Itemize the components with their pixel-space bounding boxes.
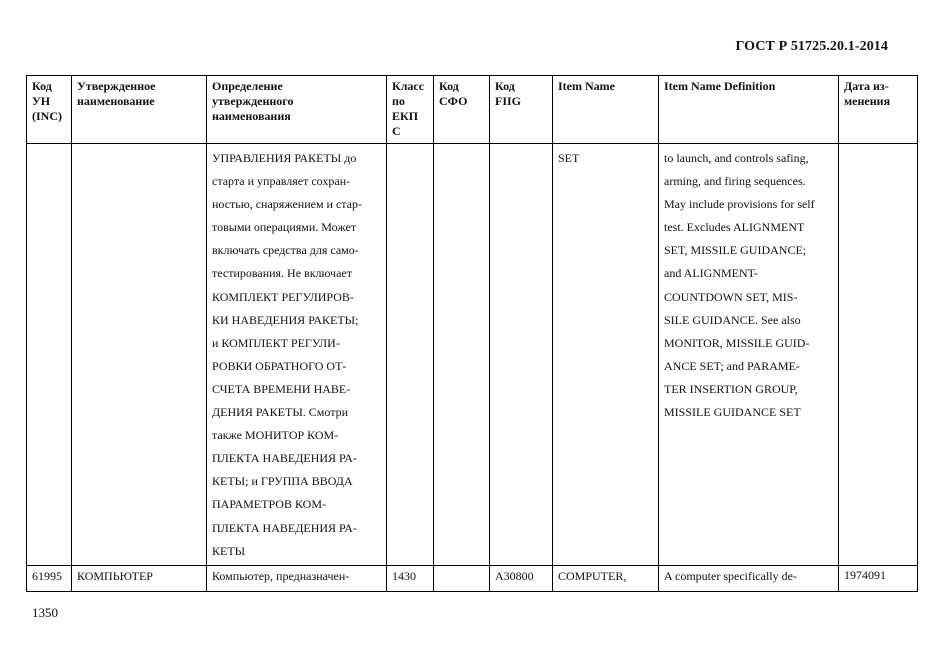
cell-fiig-code bbox=[490, 144, 553, 566]
column-header-line: Item Name Definition bbox=[664, 79, 776, 93]
table-row-continuation bbox=[27, 144, 918, 566]
cell-fiig-code: A30800 bbox=[490, 565, 553, 591]
definition-line: товыми операциями. Может bbox=[212, 220, 357, 235]
column-header-line: (INC) bbox=[32, 109, 62, 123]
item-definition-line: MONITOR, MISSILE GUID- bbox=[664, 335, 810, 350]
item-definition-line: TER INSERTION GROUP, bbox=[664, 381, 798, 396]
column-header-line: С bbox=[392, 124, 401, 138]
column-header-line: наименование bbox=[77, 94, 155, 108]
item-definition-line: to launch, and controls safing, bbox=[664, 151, 809, 165]
definition-line: КОМПЛЕКТ РЕГУЛИРОВ- bbox=[212, 289, 354, 304]
cell-item-name-definition bbox=[659, 144, 839, 566]
column-header-line: УН bbox=[32, 94, 51, 108]
item-definition-line: and ALIGNMENT- bbox=[664, 266, 758, 281]
column-header-line: по bbox=[392, 94, 405, 108]
column-header-approved-name bbox=[72, 76, 207, 144]
definition-line: СЧЕТА ВРЕМЕНИ НАВЕ- bbox=[212, 381, 351, 396]
cell-approved-name: КОМПЬЮТЕР bbox=[72, 565, 207, 591]
cell-item-name bbox=[553, 144, 659, 566]
column-header-line: Дата из- bbox=[844, 79, 889, 93]
cell-sfo-code bbox=[434, 565, 490, 591]
cell-approved-definition bbox=[207, 144, 387, 566]
item-definition-line: test. Excludes ALIGNMENT bbox=[664, 220, 805, 235]
item-definition-line: COUNTDOWN SET, MIS- bbox=[664, 289, 798, 304]
item-definition-line: May include provisions for self bbox=[664, 197, 815, 212]
column-header-sfo-code bbox=[434, 76, 490, 144]
cell-item-name-definition: A computer specifically de- bbox=[659, 565, 839, 591]
column-header-line: СФО bbox=[439, 94, 468, 108]
cell-ekps-class: 1430 bbox=[387, 565, 434, 591]
column-header-line: Код bbox=[439, 79, 459, 93]
item-definition-line: SET, MISSILE GUIDANCE; bbox=[664, 243, 807, 258]
column-header-approved-definition bbox=[207, 76, 387, 144]
definition-line: РОВКИ ОБРАТНОГО ОТ- bbox=[212, 358, 347, 373]
definition-line: ПЛЕКТА НАВЕДЕНИЯ РА- bbox=[212, 520, 357, 535]
definition-line: старта и управляет сохран- bbox=[212, 174, 351, 189]
cell-inc bbox=[27, 144, 72, 566]
cell-item-name: COMPUTER, bbox=[553, 565, 659, 591]
standard-number: ГОСТ Р 51725.20.1-2014 bbox=[735, 39, 888, 54]
cell-approved-name bbox=[72, 144, 207, 566]
cell-change-date: 1974091 bbox=[839, 565, 918, 591]
definition-line: УПРАВЛЕНИЯ РАКЕТЫ до bbox=[212, 151, 357, 165]
column-header-inc bbox=[27, 76, 72, 144]
column-header-ekps-class bbox=[387, 76, 434, 144]
definition-line: тестирования. Не включает bbox=[212, 266, 352, 281]
column-header-line: Код bbox=[32, 79, 52, 93]
header-row bbox=[27, 76, 918, 144]
cell-ekps-class bbox=[387, 144, 434, 566]
cell-sfo-code bbox=[434, 144, 490, 566]
cell-change-date bbox=[839, 144, 918, 566]
column-header-line: FIIG bbox=[495, 94, 522, 108]
column-header-line: наименования bbox=[212, 109, 291, 123]
definition-line: ПЛЕКТА НАВЕДЕНИЯ РА- bbox=[212, 451, 357, 466]
definition-line: КИ НАВЕДЕНИЯ РАКЕТЫ; bbox=[212, 312, 359, 327]
column-header-line: Класс bbox=[392, 79, 425, 93]
definition-line: включать средства для само- bbox=[212, 243, 359, 258]
column-header-line: Item Name bbox=[558, 79, 615, 93]
column-header-line: ЕКП bbox=[392, 109, 419, 123]
definition-line: ПАРАМЕТРОВ КОМ- bbox=[212, 497, 326, 512]
column-header-line: Определение bbox=[212, 79, 283, 93]
item-definition-line: MISSILE GUIDANCE SET bbox=[664, 405, 801, 420]
table-header bbox=[27, 76, 918, 144]
column-header-line: утвержденного bbox=[212, 94, 294, 108]
item-name-line: SET bbox=[558, 151, 580, 165]
definition-line: ностью, снаряжением и стар- bbox=[212, 197, 363, 212]
classification-table bbox=[26, 75, 918, 592]
definition-line: и КОМПЛЕКТ РЕГУЛИ- bbox=[212, 335, 340, 350]
column-header-change-date bbox=[839, 76, 918, 144]
item-definition-line: ANCE SET; and PARAME- bbox=[664, 358, 800, 373]
definition-line: КЕТЫ bbox=[212, 543, 246, 558]
definition-line: также МОНИТОР КОМ- bbox=[212, 428, 339, 443]
cell-approved-definition: Компьютер, предназначен- bbox=[207, 565, 387, 591]
item-definition-line: SILE GUIDANCE. See also bbox=[664, 312, 801, 327]
column-header-fiig-code bbox=[490, 76, 553, 144]
item-definition-line: arming, and firing sequences. bbox=[664, 174, 806, 189]
column-header-line: Код bbox=[495, 79, 515, 93]
definition-line: ДЕНИЯ РАКЕТЫ. Смотри bbox=[212, 405, 349, 420]
definition-line: КЕТЫ; и ГРУППА ВВОДА bbox=[212, 474, 353, 489]
table-row-entry bbox=[27, 565, 918, 591]
page-number: 1350 bbox=[32, 605, 58, 620]
column-header-line: менения bbox=[844, 94, 891, 108]
column-header-line: Утвержденное bbox=[77, 79, 156, 93]
cell-inc: 61995 bbox=[27, 565, 72, 591]
column-header-item-name-definition bbox=[659, 76, 839, 144]
column-header-item-name bbox=[553, 76, 659, 144]
